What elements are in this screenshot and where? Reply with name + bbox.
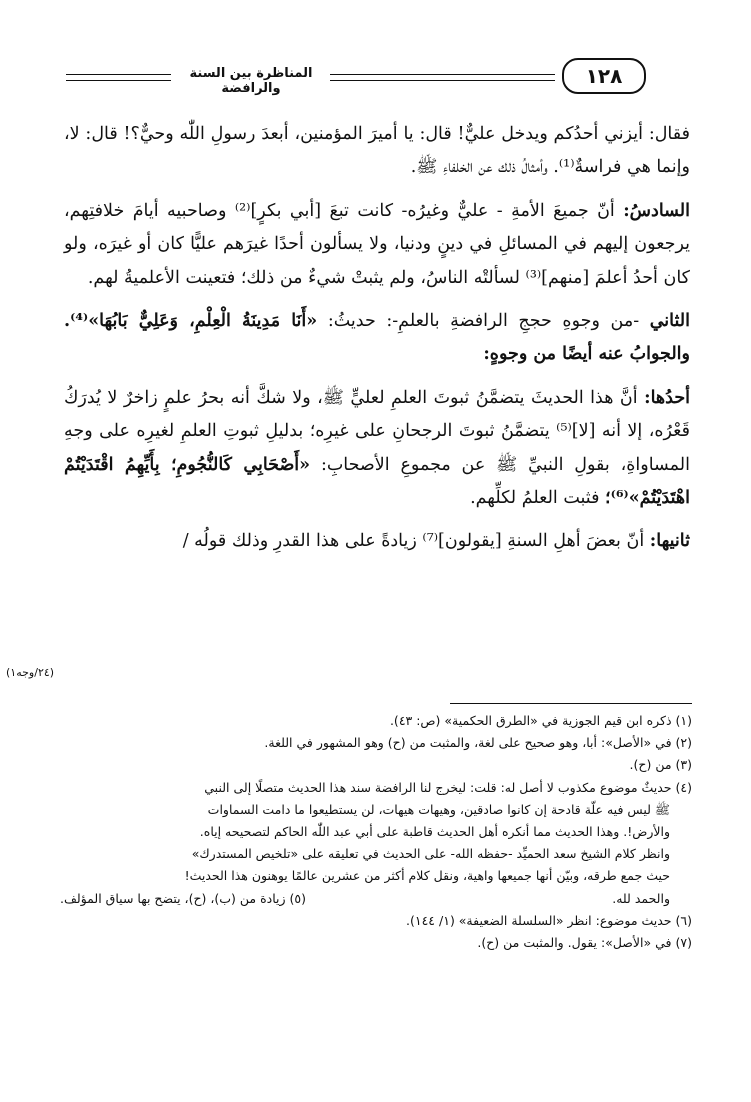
footnote: (٣) من (ح). [629,757,692,773]
running-title: المناظرة بين السنة والرافضة [189,66,313,96]
footnote-line: وانظر كلام الشيخ سعد الحميِّد -حفظه الله- على الحديث في تعليقه على «تلخيص المستدرك» [191,846,670,862]
hadith-quote: «أَنَا مَدِينَةُ الْعِلْمِ، وَعَلِيٌّ بَابُهَا»⁽⁴⁾. [64,311,318,332]
paragraph-lead: ثانيها: [649,531,690,552]
hadith-quote: «أَصْحَابِي كَالنُّجُومِ؛ بِأَيِّهِمُ اقْتَدَيْتُمْ اهْتَدَيْتُمْ»⁽⁶⁾؛ [64,454,690,509]
paragraph: السادسُ: أنّ جميعَ الأمةِ - عليٌّ وغيرُه- كانت تبعَ [أبي بكرٍ]⁽²⁾ وصاحبيه أيامَ خلافتِهم، يرجعون إليهم في المسائلِ في دينٍ ودنيا، ولا يسألون أحدًا غيرَهم عليًّا كان أو غيرَه، ولو كان أحدُ أعلمَ [منهم]⁽³⁾ لسألتْه الناسُ، ولم يثبتْ شيءٌ من ذلك؛ فتعينت الأعلميةُ لهم. [64,200,690,288]
paragraph-lead: السادسُ: [623,200,690,221]
footnote-line [60,888,692,910]
header-rule [66,74,171,75]
footnote: (٤) حديثٌ موضوع مكذوب لا أصل له: قلت: ليخرج لنا الرافضة سند هذا الحديث متصلًا إلى النبي [204,779,692,795]
header-rule [330,80,555,81]
footnote-separator [450,703,692,704]
paragraph-lead: الثاني [649,311,690,332]
footnote: (٥) زيادة من (ب)، (ح)، يتضح بها سياق المؤلف. [60,890,306,906]
footnote: (٦) حديث موضوع: انظر «السلسلة الضعيفة» (١/ ١٤٤). [406,912,692,928]
footnote-line: ﷺ ليس فيه علّة قادحة إن كانوا صادقين، وهيهات هيهات، لن يستطيعوا ما دامت السماوات [207,801,670,817]
running-header [40,58,715,98]
footnote: (١) ذكره ابن قيم الجوزية في «الطرق الحكمية» (ص: ٤٣). [389,713,692,728]
header-rule [66,80,171,81]
paragraph: ثانيها: أنّ بعضَ أهلِ السنةِ [يقولون]⁽⁷⁾ زيادةً على هذا القدرِ وذلك قولُه / [182,531,690,552]
page-number: ١٢٨ [562,58,646,94]
footnote-line: والحمد لله. [612,890,670,906]
paragraph: فقال: أيزني أحدُكم ويدخل عليٌّ! قال: يا أميرَ المؤمنين، أبعدَ رسولِ اللّٰه وحيٌّ؟! قال: لا، وإنما هي فراسةٌ⁽¹⁾. وأمثالُ ذلك عن الخلفاءِ ﷺ. [64,124,690,178]
paragraph-lead: أحدُها: [644,387,690,408]
paragraph: أحدُها: أنَّ هذا الحديثَ يتضمَّنُ ثبوتَ العلمِ لعليٍّ ﷺ، ولا شكَّ أنه بحرُ علمٍ زاخرٌ لا يُدرَكُ قَعْرُه، إلا أنه [لا]⁽⁵⁾ يتضمَّنُ ثبوتَ الرجحانِ على غيرِه؛ بدليلِ ثبوتِ العلمِ لغيرِه على وجهِ المساواةِ، بقولِ النبيِّ ﷺ عن مجموعِ الأصحابِ: «أَصْحَابِي كَالنُّجُومِ؛ بِأَيِّهِمُ اقْتَدَيْتُمْ اهْتَدَيْتُمْ»⁽⁶⁾؛ فثبت العلمُ لكلِّهم. [64,387,690,509]
footnotes [60,710,692,954]
margin-note: (٢٤/وجه١) [6,666,55,679]
footnote: (٧) في «الأصل»: يقول. والمثبت من (ح). [477,935,692,951]
footnote: (٢) في «الأصل»: أبا، وهو صحيح على لغة، والمثبت من (ح) وهو المشهور في اللغة. [264,735,692,751]
header-rule [330,74,555,75]
main-text [64,118,690,559]
footnote-line: حيث جمع طرقه، وبيّن أنها جميعها واهية، ونقل كلام أكثر من عشرين عالمًا يوهنون هذا الحديث! [184,868,670,884]
paragraph: الثاني -من وجوهِ حججِ الرافضةِ بالعلمِ-: حديثُ: «أَنَا مَدِينَةُ الْعِلْمِ، وَعَلِيٌّ بَابُهَا»⁽⁴⁾. والجوابُ عنه أيضًا من وجوهٍ: [64,311,690,365]
footnote-line: والأرض!. وهذا الحديث مما أنكره أهل الحديث قاطبة على أبي عبد اللّٰه الحاكم لتصحيحه إياه. [199,824,670,840]
